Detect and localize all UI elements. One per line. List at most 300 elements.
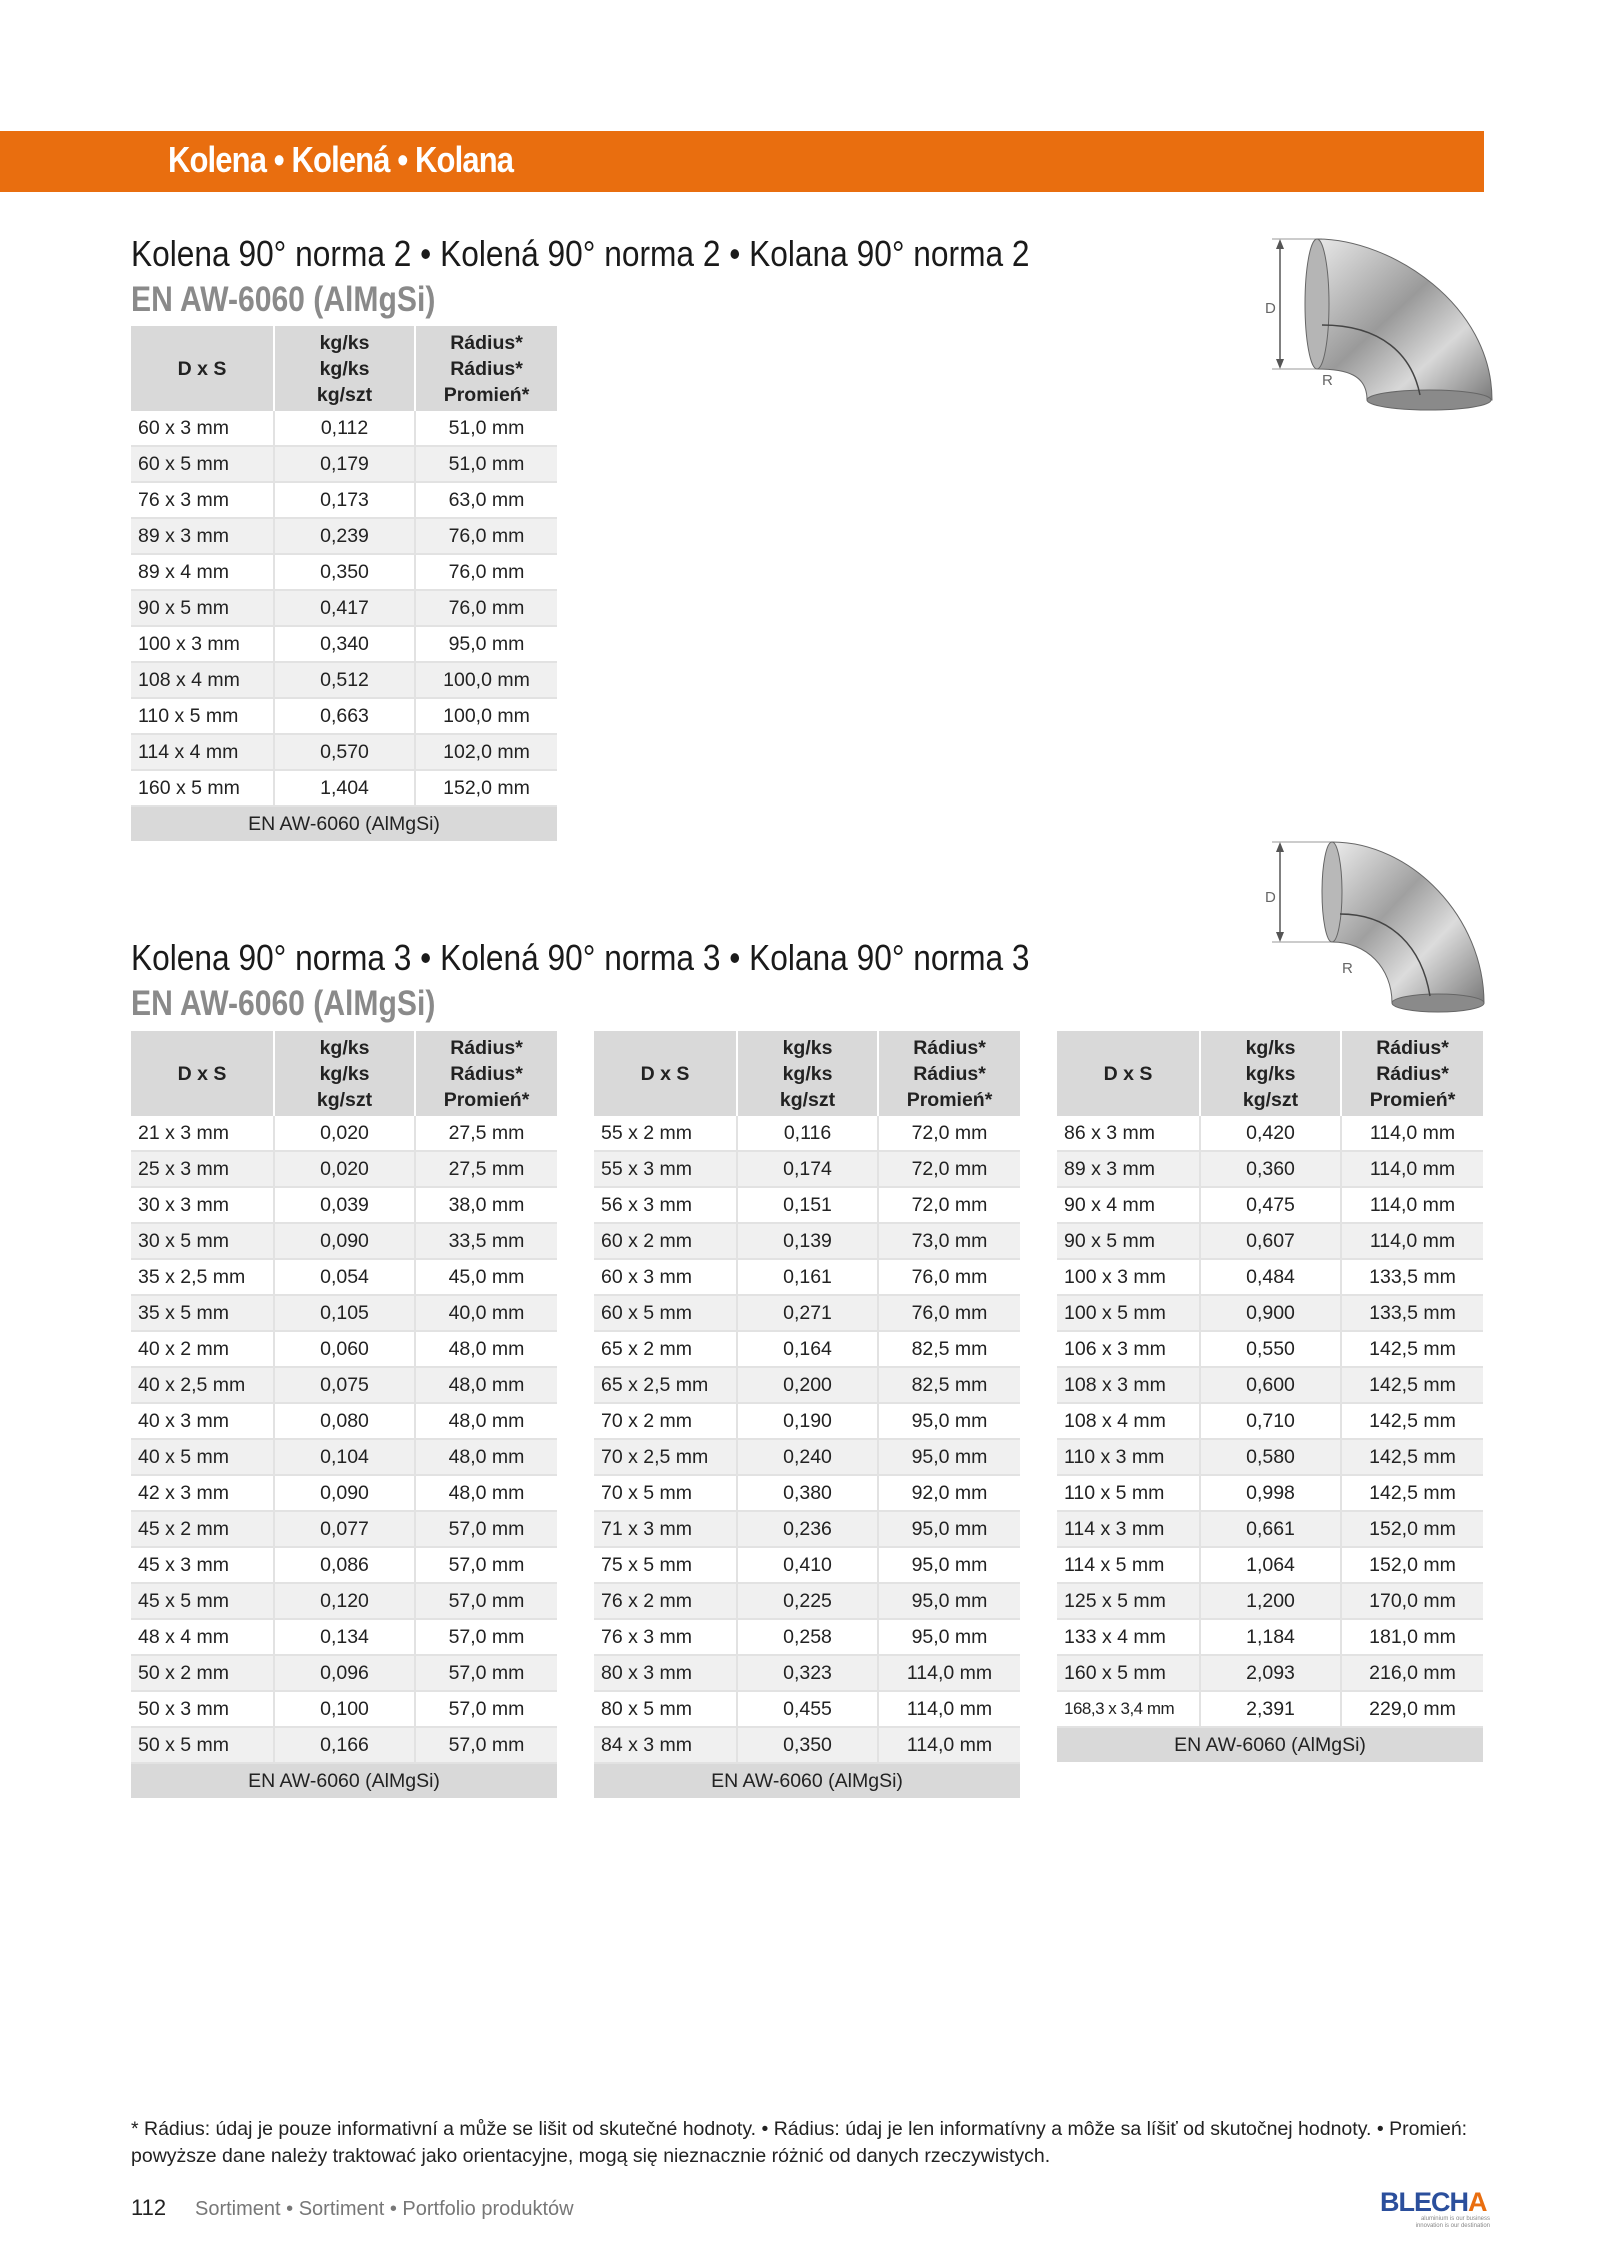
cell-radius: 48,0 mm xyxy=(415,1475,557,1511)
table-row xyxy=(594,1295,1020,1331)
header-line: kg/ks xyxy=(319,332,370,354)
cell-radius: 95,0 mm xyxy=(878,1403,1020,1439)
table-row xyxy=(1057,1259,1483,1295)
cell-radius: 57,0 mm xyxy=(415,1655,557,1691)
col-header-radius xyxy=(415,326,557,411)
table-footer: EN AW-6060 (AlMgSi) xyxy=(1057,1727,1483,1762)
cell-weight: 0,112 xyxy=(274,411,415,446)
cell-radius: 100,0 mm xyxy=(415,662,557,698)
header-line: Rádius* xyxy=(1376,1037,1449,1059)
table-row xyxy=(1057,1187,1483,1223)
col-header-weight xyxy=(1200,1031,1341,1116)
cell-dimensions: 48 x 4 mm xyxy=(131,1619,274,1655)
table-row xyxy=(131,446,557,482)
cell-radius: 142,5 mm xyxy=(1341,1475,1483,1511)
cell-weight: 0,340 xyxy=(274,626,415,662)
cell-dimensions: 71 x 3 mm xyxy=(594,1511,737,1547)
table-row xyxy=(594,1403,1020,1439)
cell-radius: 216,0 mm xyxy=(1341,1655,1483,1691)
cell-radius: 27,5 mm xyxy=(415,1151,557,1187)
cell-dimensions: 60 x 5 mm xyxy=(594,1295,737,1331)
table-row xyxy=(131,1223,557,1259)
cell-dimensions: 45 x 2 mm xyxy=(131,1511,274,1547)
header-line: kg/szt xyxy=(779,1089,836,1111)
table-row xyxy=(594,1367,1020,1403)
cell-radius: 48,0 mm xyxy=(415,1403,557,1439)
cell-radius: 57,0 mm xyxy=(415,1511,557,1547)
dim-r-label: R xyxy=(1342,960,1353,977)
col-header-radius xyxy=(415,1031,557,1116)
cell-weight: 0,600 xyxy=(1200,1367,1341,1403)
cell-dimensions: 50 x 3 mm xyxy=(131,1691,274,1727)
cell-dimensions: 45 x 5 mm xyxy=(131,1583,274,1619)
cell-weight: 0,161 xyxy=(737,1259,878,1295)
cell-radius: 33,5 mm xyxy=(415,1223,557,1259)
table-row xyxy=(594,1475,1020,1511)
table-row xyxy=(131,1295,557,1331)
header-line: Rádius* xyxy=(913,1063,986,1085)
table-row xyxy=(1057,1547,1483,1583)
cell-dimensions: 35 x 2,5 mm xyxy=(131,1259,274,1295)
section2-subtitle: EN AW-6060 (AlMgSi) xyxy=(131,984,436,1023)
footnote: * Rádius: údaj je pouze informativní a může se lišit od skutečné hodnoty. • Rádius: údaj je len informatívny a môže sa líšiť od skutočnej hodnoty. • Promień: powyższe dane należy traktować jako orientacyjne, mogą się nieznacznie różnić od danych rzeczywistych. xyxy=(131,2118,1468,2167)
cell-radius: 72,0 mm xyxy=(878,1151,1020,1187)
cell-dimensions: 65 x 2 mm xyxy=(594,1331,737,1367)
cell-weight: 0,410 xyxy=(737,1547,878,1583)
table-row xyxy=(594,1619,1020,1655)
cell-radius: 82,5 mm xyxy=(878,1331,1020,1367)
page-number: 112 xyxy=(131,2195,167,2220)
table-row xyxy=(594,1655,1020,1691)
col-header-dims: D x S xyxy=(131,1031,274,1116)
col-header-dims: D x S xyxy=(131,326,274,411)
header-line: Promień* xyxy=(443,384,530,406)
table-row xyxy=(131,626,557,662)
cell-radius: 133,5 mm xyxy=(1341,1259,1483,1295)
cell-dimensions: 56 x 3 mm xyxy=(594,1187,737,1223)
col-header-radius xyxy=(878,1031,1020,1116)
cell-radius: 114,0 mm xyxy=(1341,1116,1483,1151)
cell-dimensions: 70 x 2 mm xyxy=(594,1403,737,1439)
header-line: kg/szt xyxy=(1242,1089,1299,1111)
table-row xyxy=(131,518,557,554)
table-row xyxy=(131,1331,557,1367)
cell-radius: 57,0 mm xyxy=(415,1619,557,1655)
cell-dimensions: 75 x 5 mm xyxy=(594,1547,737,1583)
cell-weight: 0,236 xyxy=(737,1511,878,1547)
table-row xyxy=(131,1475,557,1511)
cell-dimensions: 89 x 4 mm xyxy=(131,554,274,590)
cell-radius: 76,0 mm xyxy=(415,554,557,590)
cell-weight: 0,139 xyxy=(737,1223,878,1259)
cell-weight: 0,086 xyxy=(274,1547,415,1583)
table-row xyxy=(1057,1619,1483,1655)
cell-weight: 0,550 xyxy=(1200,1331,1341,1367)
table-header-row xyxy=(1057,1031,1483,1116)
table-row xyxy=(131,734,557,770)
header-line: kg/ks xyxy=(782,1037,833,1059)
table-row xyxy=(131,411,557,446)
col-header-dims: D x S xyxy=(1057,1031,1200,1116)
cell-dimensions: 50 x 5 mm xyxy=(131,1727,274,1763)
table-row xyxy=(131,482,557,518)
cell-radius: 114,0 mm xyxy=(878,1655,1020,1691)
cell-radius: 72,0 mm xyxy=(878,1187,1020,1223)
cell-radius: 100,0 mm xyxy=(415,698,557,734)
cell-dimensions: 90 x 5 mm xyxy=(1057,1223,1200,1259)
table-footer: EN AW-6060 (AlMgSi) xyxy=(131,806,557,841)
table-row xyxy=(594,1259,1020,1295)
cell-dimensions: 40 x 3 mm xyxy=(131,1403,274,1439)
cell-weight: 0,020 xyxy=(274,1151,415,1187)
cell-dimensions: 108 x 3 mm xyxy=(1057,1367,1200,1403)
cell-radius: 142,5 mm xyxy=(1341,1439,1483,1475)
banner-title: Kolena • Kolená • Kolana xyxy=(168,139,514,180)
cell-weight: 0,350 xyxy=(274,554,415,590)
cell-radius: 48,0 mm xyxy=(415,1439,557,1475)
cell-radius: 38,0 mm xyxy=(415,1187,557,1223)
spec-table-norm3-part1 xyxy=(131,1031,557,1798)
section2-title: Kolena 90° norma 3 • Kolená 90° norma 3 • Kolana 90° norma 3 xyxy=(131,937,1030,978)
cell-weight: 0,323 xyxy=(737,1655,878,1691)
cell-dimensions: 110 x 3 mm xyxy=(1057,1439,1200,1475)
cell-weight: 0,080 xyxy=(274,1403,415,1439)
elbow-90-figure-icon xyxy=(1262,838,1494,1018)
cell-dimensions: 60 x 2 mm xyxy=(594,1223,737,1259)
header-line: Rádius* xyxy=(450,1037,523,1059)
table-row xyxy=(594,1187,1020,1223)
cell-radius: 114,0 mm xyxy=(878,1691,1020,1727)
cell-weight: 0,258 xyxy=(737,1619,878,1655)
cell-weight: 0,580 xyxy=(1200,1439,1341,1475)
cell-radius: 57,0 mm xyxy=(415,1691,557,1727)
cell-weight: 0,661 xyxy=(1200,1511,1341,1547)
cell-radius: 57,0 mm xyxy=(415,1583,557,1619)
cell-radius: 95,0 mm xyxy=(878,1439,1020,1475)
cell-weight: 0,484 xyxy=(1200,1259,1341,1295)
cell-weight: 0,420 xyxy=(1200,1116,1341,1151)
blecha-logo xyxy=(1380,2188,1490,2238)
header-line: kg/ks xyxy=(319,358,370,380)
spec-table-norm3-part2 xyxy=(594,1031,1020,1798)
cell-weight: 0,116 xyxy=(737,1116,878,1151)
table-row xyxy=(1057,1116,1483,1151)
cell-weight: 1,404 xyxy=(274,770,415,806)
table-header-row xyxy=(131,326,557,411)
cell-radius: 229,0 mm xyxy=(1341,1691,1483,1727)
cell-dimensions: 114 x 5 mm xyxy=(1057,1547,1200,1583)
cell-dimensions: 30 x 3 mm xyxy=(131,1187,274,1223)
header-line: Rádius* xyxy=(1376,1063,1449,1085)
cell-dimensions: 133 x 4 mm xyxy=(1057,1619,1200,1655)
table-row xyxy=(1057,1403,1483,1439)
cell-dimensions: 55 x 2 mm xyxy=(594,1116,737,1151)
col-header-weight xyxy=(737,1031,878,1116)
cell-dimensions: 65 x 2,5 mm xyxy=(594,1367,737,1403)
table-row xyxy=(594,1331,1020,1367)
col-header-weight xyxy=(274,326,415,411)
cell-weight: 0,134 xyxy=(274,1619,415,1655)
cell-dimensions: 80 x 5 mm xyxy=(594,1691,737,1727)
table-row xyxy=(131,1547,557,1583)
cell-weight: 0,710 xyxy=(1200,1403,1341,1439)
cell-radius: 114,0 mm xyxy=(878,1727,1020,1763)
cell-dimensions: 76 x 2 mm xyxy=(594,1583,737,1619)
cell-weight: 1,200 xyxy=(1200,1583,1341,1619)
cell-dimensions: 160 x 5 mm xyxy=(1057,1655,1200,1691)
cell-radius: 114,0 mm xyxy=(1341,1151,1483,1187)
table-row xyxy=(131,590,557,626)
cell-weight: 0,077 xyxy=(274,1511,415,1547)
cell-weight: 0,900 xyxy=(1200,1295,1341,1331)
cell-weight: 0,090 xyxy=(274,1475,415,1511)
table-row xyxy=(131,1691,557,1727)
cell-weight: 0,417 xyxy=(274,590,415,626)
cell-weight: 0,240 xyxy=(737,1439,878,1475)
cell-dimensions: 100 x 5 mm xyxy=(1057,1295,1200,1331)
footer-text: Sortiment • Sortiment • Portfolio produktów xyxy=(195,2198,574,2220)
cell-weight: 0,174 xyxy=(737,1151,878,1187)
table-row xyxy=(594,1583,1020,1619)
header-line: kg/ks xyxy=(1245,1037,1296,1059)
table-row xyxy=(1057,1439,1483,1475)
cell-dimensions: 76 x 3 mm xyxy=(131,482,274,518)
cell-dimensions: 40 x 2,5 mm xyxy=(131,1367,274,1403)
section1-subtitle: EN AW-6060 (AlMgSi) xyxy=(131,280,436,319)
table-header-row xyxy=(594,1031,1020,1116)
table-row xyxy=(1057,1223,1483,1259)
cell-radius: 142,5 mm xyxy=(1341,1403,1483,1439)
table-row xyxy=(594,1116,1020,1151)
logo-tagline: aluminium is our business xyxy=(1420,2216,1490,2222)
cell-dimensions: 55 x 3 mm xyxy=(594,1151,737,1187)
cell-dimensions: 70 x 2,5 mm xyxy=(594,1439,737,1475)
cell-weight: 0,350 xyxy=(737,1727,878,1763)
header-line: kg/szt xyxy=(316,384,373,406)
cell-weight: 0,360 xyxy=(1200,1151,1341,1187)
header-line: Rádius* xyxy=(450,358,523,380)
cell-weight: 0,096 xyxy=(274,1655,415,1691)
table-row xyxy=(594,1511,1020,1547)
cell-weight: 0,166 xyxy=(274,1727,415,1763)
cell-dimensions: 90 x 4 mm xyxy=(1057,1187,1200,1223)
spec-table-norm3-part3 xyxy=(1057,1031,1483,1762)
cell-weight: 0,225 xyxy=(737,1583,878,1619)
cell-dimensions: 60 x 5 mm xyxy=(131,446,274,482)
spec-table-norm2 xyxy=(131,326,557,841)
header-line: kg/ks xyxy=(782,1063,833,1085)
table-header-row xyxy=(131,1031,557,1116)
cell-radius: 73,0 mm xyxy=(878,1223,1020,1259)
table-row xyxy=(131,1403,557,1439)
cell-radius: 95,0 mm xyxy=(878,1583,1020,1619)
header-line: Rádius* xyxy=(450,1063,523,1085)
table-row xyxy=(131,1187,557,1223)
cell-radius: 76,0 mm xyxy=(878,1259,1020,1295)
cell-weight: 0,190 xyxy=(737,1403,878,1439)
col-header-weight xyxy=(274,1031,415,1116)
cell-dimensions: 21 x 3 mm xyxy=(131,1116,274,1151)
cell-radius: 76,0 mm xyxy=(878,1295,1020,1331)
table-row xyxy=(594,1439,1020,1475)
cell-weight: 0,020 xyxy=(274,1116,415,1151)
table-row xyxy=(131,698,557,734)
cell-radius: 95,0 mm xyxy=(878,1619,1020,1655)
cell-dimensions: 50 x 2 mm xyxy=(131,1655,274,1691)
cell-dimensions: 84 x 3 mm xyxy=(594,1727,737,1763)
elbow-90-figure-icon xyxy=(1262,235,1494,415)
cell-weight: 0,039 xyxy=(274,1187,415,1223)
table-row xyxy=(131,1116,557,1151)
cell-weight: 0,200 xyxy=(737,1367,878,1403)
cell-radius: 152,0 mm xyxy=(415,770,557,806)
cell-dimensions: 40 x 2 mm xyxy=(131,1331,274,1367)
table-footer: EN AW-6060 (AlMgSi) xyxy=(594,1763,1020,1798)
cell-weight: 0,512 xyxy=(274,662,415,698)
cell-dimensions: 168,3 x 3,4 mm xyxy=(1057,1691,1200,1727)
table-row xyxy=(1057,1475,1483,1511)
cell-weight: 0,054 xyxy=(274,1259,415,1295)
table-row xyxy=(131,1511,557,1547)
cell-radius: 152,0 mm xyxy=(1341,1547,1483,1583)
cell-weight: 0,570 xyxy=(274,734,415,770)
cell-weight: 0,173 xyxy=(274,482,415,518)
cell-radius: 95,0 mm xyxy=(415,626,557,662)
table-row xyxy=(1057,1151,1483,1187)
table-row xyxy=(131,1619,557,1655)
cell-dimensions: 80 x 3 mm xyxy=(594,1655,737,1691)
cell-radius: 82,5 mm xyxy=(878,1367,1020,1403)
dim-r-label: R xyxy=(1322,372,1333,389)
cell-radius: 63,0 mm xyxy=(415,482,557,518)
cell-weight: 0,060 xyxy=(274,1331,415,1367)
col-header-dims: D x S xyxy=(594,1031,737,1116)
logo-wordmark: BLECHA xyxy=(1380,2187,1487,2217)
cell-weight: 1,184 xyxy=(1200,1619,1341,1655)
cell-weight: 0,151 xyxy=(737,1187,878,1223)
table-row xyxy=(131,1727,557,1763)
table-row xyxy=(131,1151,557,1187)
cell-radius: 142,5 mm xyxy=(1341,1367,1483,1403)
table-row xyxy=(594,1727,1020,1763)
cell-radius: 51,0 mm xyxy=(415,411,557,446)
table-row xyxy=(1057,1295,1483,1331)
cell-radius: 181,0 mm xyxy=(1341,1619,1483,1655)
table-row xyxy=(1057,1367,1483,1403)
cell-dimensions: 89 x 3 mm xyxy=(131,518,274,554)
cell-dimensions: 42 x 3 mm xyxy=(131,1475,274,1511)
header-line: kg/szt xyxy=(316,1089,373,1111)
cell-dimensions: 106 x 3 mm xyxy=(1057,1331,1200,1367)
cell-dimensions: 86 x 3 mm xyxy=(1057,1116,1200,1151)
cell-radius: 57,0 mm xyxy=(415,1727,557,1763)
cell-weight: 0,475 xyxy=(1200,1187,1341,1223)
cell-weight: 2,391 xyxy=(1200,1691,1341,1727)
table-row xyxy=(131,770,557,806)
table-row xyxy=(1057,1655,1483,1691)
cell-dimensions: 35 x 5 mm xyxy=(131,1295,274,1331)
table-row xyxy=(131,1367,557,1403)
table-row xyxy=(1057,1511,1483,1547)
cell-dimensions: 90 x 5 mm xyxy=(131,590,274,626)
col-header-radius xyxy=(1341,1031,1483,1116)
header-line: Rádius* xyxy=(450,332,523,354)
table-row xyxy=(131,554,557,590)
header-line: Promień* xyxy=(1369,1089,1456,1111)
header-line: Promień* xyxy=(443,1089,530,1111)
cell-radius: 95,0 mm xyxy=(878,1547,1020,1583)
cell-dimensions: 45 x 3 mm xyxy=(131,1547,274,1583)
table-row xyxy=(1057,1583,1483,1619)
header-line: Rádius* xyxy=(913,1037,986,1059)
cell-radius: 170,0 mm xyxy=(1341,1583,1483,1619)
cell-radius: 92,0 mm xyxy=(878,1475,1020,1511)
table-row xyxy=(131,1439,557,1475)
cell-weight: 0,998 xyxy=(1200,1475,1341,1511)
header-line: kg/ks xyxy=(1245,1063,1296,1085)
cell-radius: 72,0 mm xyxy=(878,1116,1020,1151)
table-row xyxy=(131,1259,557,1295)
dim-d-label: D xyxy=(1265,889,1276,906)
cell-radius: 76,0 mm xyxy=(415,590,557,626)
cell-weight: 0,105 xyxy=(274,1295,415,1331)
header-line: kg/ks xyxy=(319,1037,370,1059)
table-row xyxy=(131,1655,557,1691)
cell-radius: 102,0 mm xyxy=(415,734,557,770)
cell-dimensions: 110 x 5 mm xyxy=(1057,1475,1200,1511)
cell-weight: 0,164 xyxy=(737,1331,878,1367)
cell-dimensions: 100 x 3 mm xyxy=(1057,1259,1200,1295)
cell-weight: 0,104 xyxy=(274,1439,415,1475)
cell-dimensions: 160 x 5 mm xyxy=(131,770,274,806)
cell-radius: 27,5 mm xyxy=(415,1116,557,1151)
cell-radius: 114,0 mm xyxy=(1341,1223,1483,1259)
cell-weight: 0,090 xyxy=(274,1223,415,1259)
cell-weight: 0,380 xyxy=(737,1475,878,1511)
table-footer: EN AW-6060 (AlMgSi) xyxy=(131,1763,557,1798)
cell-dimensions: 114 x 3 mm xyxy=(1057,1511,1200,1547)
header-line: kg/ks xyxy=(319,1063,370,1085)
dim-d-label: D xyxy=(1265,300,1276,317)
cell-weight: 0,239 xyxy=(274,518,415,554)
section1-title: Kolena 90° norma 2 • Kolená 90° norma 2 • Kolana 90° norma 2 xyxy=(131,233,1030,274)
cell-weight: 0,179 xyxy=(274,446,415,482)
cell-dimensions: 108 x 4 mm xyxy=(1057,1403,1200,1439)
table-row xyxy=(131,662,557,698)
cell-dimensions: 60 x 3 mm xyxy=(594,1259,737,1295)
cell-radius: 45,0 mm xyxy=(415,1259,557,1295)
cell-dimensions: 108 x 4 mm xyxy=(131,662,274,698)
header-line: Promień* xyxy=(906,1089,993,1111)
table-row xyxy=(594,1223,1020,1259)
cell-weight: 0,075 xyxy=(274,1367,415,1403)
table-row xyxy=(131,1583,557,1619)
cell-weight: 0,100 xyxy=(274,1691,415,1727)
cell-radius: 57,0 mm xyxy=(415,1547,557,1583)
cell-dimensions: 60 x 3 mm xyxy=(131,411,274,446)
cell-weight: 2,093 xyxy=(1200,1655,1341,1691)
cell-dimensions: 70 x 5 mm xyxy=(594,1475,737,1511)
table-row xyxy=(594,1151,1020,1187)
cell-radius: 133,5 mm xyxy=(1341,1295,1483,1331)
cell-weight: 0,455 xyxy=(737,1691,878,1727)
table-row xyxy=(594,1547,1020,1583)
cell-dimensions: 114 x 4 mm xyxy=(131,734,274,770)
cell-radius: 114,0 mm xyxy=(1341,1187,1483,1223)
cell-weight: 0,663 xyxy=(274,698,415,734)
cell-radius: 152,0 mm xyxy=(1341,1511,1483,1547)
cell-radius: 76,0 mm xyxy=(415,518,557,554)
